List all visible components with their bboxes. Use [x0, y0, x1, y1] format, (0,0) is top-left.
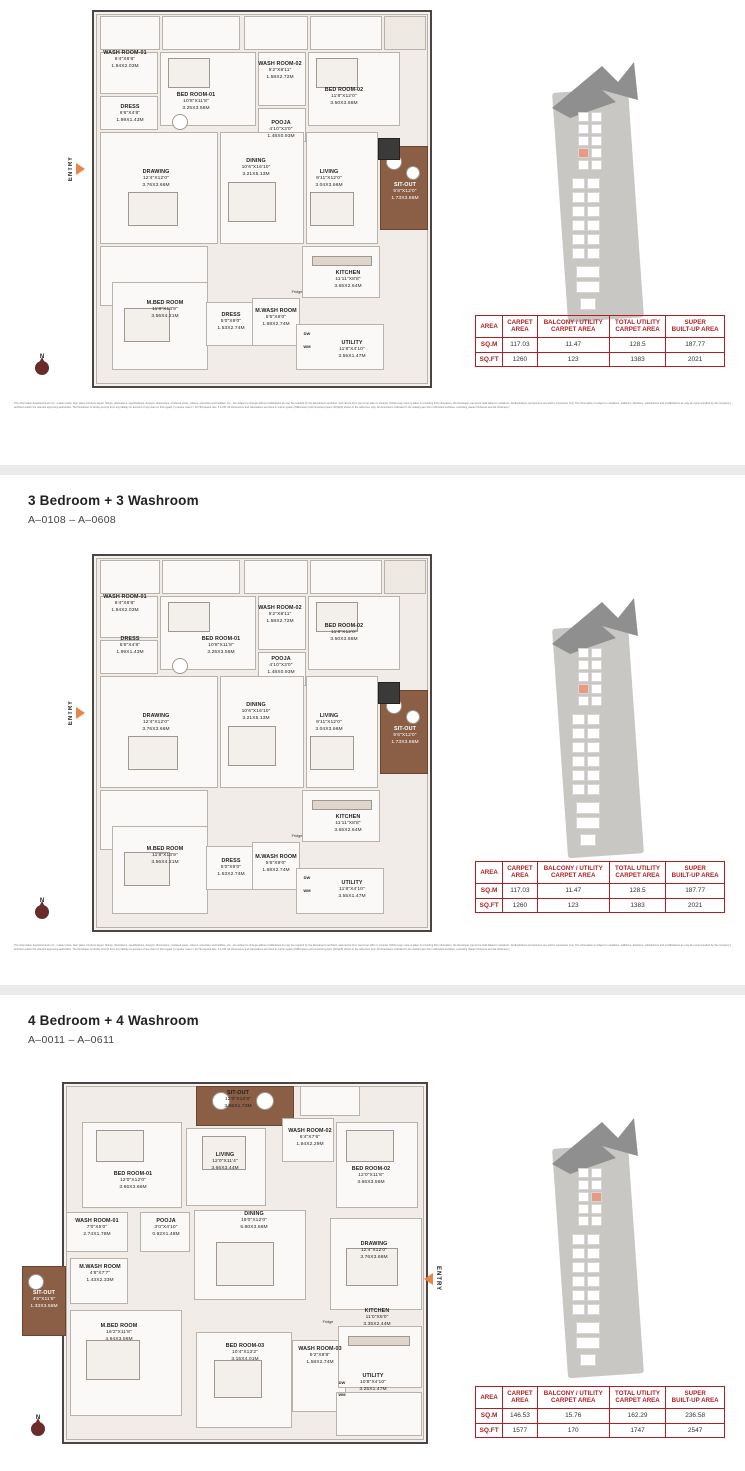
room-label: WASH ROOM-02 5'2"X8'11" 1.58X2.72M: [258, 605, 302, 624]
room-label: WASH ROOM-02 6'4"X7'6" 1.94X2.29M: [288, 1128, 332, 1147]
entry-label: ENTRY: [68, 156, 74, 182]
col-total: TOTAL UTILITY CARPET AREA: [609, 1387, 665, 1409]
col-carpet: CARPET AREA: [503, 316, 537, 338]
room-label: WASH ROOM-01 6'4"X6'8" 1.94X2.03M: [103, 50, 147, 69]
room-label: M.BED ROOM 11'8"X13'9" 3.56X4.21M: [146, 846, 184, 865]
room-label: SIT-OUT 4'6"X11'8" 1.33X3.56M: [30, 1290, 58, 1309]
cell-carpet: 1260: [503, 898, 537, 913]
cell-total: 1383: [609, 898, 665, 913]
appliance-label-dw: DW: [303, 331, 311, 336]
table-header-row: [476, 316, 725, 338]
section-subtitle: A–0108 – A–0608: [28, 514, 116, 526]
entry-arrow-icon: [76, 163, 85, 175]
room-label: WASH ROOM-02 5'2"X8'11" 1.58X2.72M: [258, 61, 302, 80]
room-label: POOJA 4'10"X3'0" 1.48X0.93M: [267, 656, 295, 675]
cell-total: 162.29: [609, 1408, 665, 1423]
room-label: KITCHEN 11'11"X8'8" 3.65X2.64M: [334, 270, 362, 289]
col-super: SUPER BUILT-UP AREA: [666, 316, 725, 338]
highlighted-unit-block: [578, 684, 589, 694]
room-label: UTILITY 10'8"X4'10" 3.25X1.47M: [359, 1373, 387, 1392]
appliance-label-fridge: Fridge: [291, 290, 303, 294]
plan-section-2: [0, 475, 745, 985]
room-label: M.BED ROOM 11'8"X13'9" 3.56X4.21M: [146, 300, 184, 319]
cell-carpet: 117.03: [503, 883, 537, 898]
cell-unit: SQ.M: [476, 337, 503, 352]
area-table-wrap-3: [475, 1386, 725, 1438]
entry-marker: [424, 1266, 441, 1291]
key-plan-1: [520, 50, 680, 350]
room-label: SIT-OUT 12'0"X10'8" 3.66X1.73M: [224, 1090, 252, 1109]
entry-arrow-icon: [76, 707, 85, 719]
cell-carpet: 1260: [503, 352, 537, 367]
plan-body-2: [0, 526, 745, 966]
room-label: DRAWING 12'4"X12'0" 3.76X3.66M: [142, 713, 170, 732]
room-label: SIT-OUT 5'6"X12'0" 1.73X3.66M: [391, 726, 419, 745]
col-carpet: CARPET AREA: [503, 1387, 537, 1409]
site-direction-arrow-icon: [550, 596, 640, 656]
appliance-label-wm: WM: [338, 1392, 346, 1397]
disclaimer-text-1: The information depicted herein viz., master plans, floor plans, furniture layout, fittings, illustrations, specifications, designs, dimensions, rendered views, colours, amenities and facilities, etc., are subject to change without notifications as may be required by the Developer's architect, and cannot form part of an offer or contract. Whilst every care is taken in providing this information, the Developer cannot be held liable for variations. All illustrations and pictures are artist's impression only. The information is subject to variations, additions, deletions, substitutions and modifications as may be recommended by the company's architect and/or the relevant approving authorities. The Developer is wholly exempt from any liability on account of any claim in this regard. [1 square meter = 10.764 square feet, 6 & CB. All dimensions and calculations are done in metric system (Millimeters) and imperial system (Ft/Sq/ft) shown in the reference only. All dimensions indicated in the drawing are from unfinished surfaces, excluding plaster thickness and tile thickness.]: [14, 402, 731, 409]
cell-unit: SQ.FT: [476, 1423, 503, 1438]
cell-balcony: 170: [537, 1423, 609, 1438]
section-subtitle: A–0011 – A–0611: [28, 1034, 115, 1046]
room-label: BED ROOM-03 10'4"X13'2" 3.15X4.01M: [225, 1343, 265, 1362]
table-row: [476, 1408, 725, 1423]
table-row: [476, 352, 725, 367]
appliance-label-wm: WM: [303, 888, 311, 893]
cell-balcony: 11.47: [537, 883, 609, 898]
cell-super: 2547: [666, 1423, 725, 1438]
room-label: DINING 10'6"X16'10" 3.21X5.13M: [241, 702, 271, 721]
appliance-label-dw: DW: [338, 1380, 346, 1385]
section-title: 4 Bedroom + 4 Washroom: [28, 1013, 199, 1028]
highlighted-unit-block: [578, 148, 589, 158]
disclaimer-text-2: The information depicted herein viz., master plans, floor plans, furniture layout, fittings, illustrations, specifications, designs, dimensions, rendered views, colours, amenities and facilities, etc., are subject to change without notifications as may be required by the Developer's architect, and cannot form part of an offer or contract. Whilst every care is taken in providing this information, the Developer cannot be held liable for variations. All illustrations and pictures are artist's impression only. The information is subject to variations, additions, deletions, substitutions and modifications as may be recommended by the company's architect and/or the relevant approving authorities. The Developer is wholly exempt from any liability on account of any claim in this regard. [1 square meter = 10.764 square feet, 6 & CB. All dimensions and calculations are done in metric system (Millimeters) and imperial system (Ft/Sq/ft) shown in the reference only. All dimensions indicated in the drawing are from unfinished surfaces, excluding plaster thickness and tile thickness.]: [14, 944, 731, 951]
cell-super: 187.77: [666, 337, 725, 352]
cell-super: 2021: [666, 898, 725, 913]
plan-section-1: [0, 0, 745, 465]
col-balcony: BALCONY / UTILITY CARPET AREA: [537, 1387, 609, 1409]
room-label: POOJA 4'10"X3'0" 1.48X0.93M: [267, 120, 295, 139]
north-indicator: [32, 354, 52, 375]
room-label: KITCHEN 11'0"X8'0" 3.35X2.44M: [363, 1308, 391, 1327]
area-table-wrap-2: [475, 861, 725, 913]
room-label: M.WASH ROOM 5'6"X9'0" 1.68X2.74M: [255, 308, 297, 327]
room-label: BED ROOM-01 10'8"X11'8" 3.25X3.56M: [201, 636, 241, 655]
col-carpet: CARPET AREA: [503, 862, 537, 884]
plan-section-3: [0, 995, 745, 1461]
cell-total: 1383: [609, 352, 665, 367]
col-total: TOTAL UTILITY CARPET AREA: [609, 862, 665, 884]
room-label: LIVING 12'0"X11'4" 3.66X3.44M: [211, 1152, 239, 1171]
north-arrow-icon: [35, 361, 49, 375]
entry-marker: [68, 156, 85, 181]
room-label: BED ROOM-02 12'0"X11'8" 3.66X3.56M: [351, 1166, 391, 1185]
room-label: DRESS 6'6"X4'8" 1.99X1.43M: [116, 636, 144, 655]
room-label: BED ROOM-02 11'8"X12'0" 3.50X3.66M: [324, 87, 364, 106]
cell-balcony: 15.76: [537, 1408, 609, 1423]
room-label: WASH ROOM-03 5'2"X8'8" 1.58X2.74M: [298, 1346, 342, 1365]
col-area: AREA: [476, 862, 503, 884]
section-title: 3 Bedroom + 3 Washroom: [28, 493, 199, 508]
table-header-row: [476, 862, 725, 884]
cell-total: 1747: [609, 1423, 665, 1438]
room-label: M.WASH ROOM 5'6"X9'0" 1.68X2.74M: [255, 854, 297, 873]
floor-plan-drawing-3: [0, 1070, 460, 1455]
cell-carpet: 146.53: [503, 1408, 537, 1423]
room-label: WASH ROOM-01 6'4"X6'8" 1.94X2.03M: [103, 594, 147, 613]
room-label: DRESS 5'0"X9'0" 1.53X2.74M: [217, 312, 245, 331]
room-label: UTILITY 11'8"X4'10" 3.55X1.47M: [338, 340, 366, 359]
cell-unit: SQ.FT: [476, 352, 503, 367]
room-label: BED ROOM-01 12'0"X12'0" 3.66X3.66M: [113, 1171, 153, 1190]
cell-unit: SQ.M: [476, 1408, 503, 1423]
cell-super: 236.58: [666, 1408, 725, 1423]
plan-body-3: [0, 1046, 745, 1446]
col-area: AREA: [476, 316, 503, 338]
table-row: [476, 1423, 725, 1438]
north-arrow-icon: [31, 1422, 45, 1436]
north-indicator: [28, 1415, 48, 1436]
col-balcony: BALCONY / UTILITY CARPET AREA: [537, 862, 609, 884]
area-table: [475, 1386, 725, 1438]
floor-plan-drawing-1: [0, 6, 460, 406]
key-plan-2: [520, 586, 680, 886]
room-label: UTILITY 11'8"X4'10" 3.55X1.47M: [338, 880, 366, 899]
cell-unit: SQ.FT: [476, 898, 503, 913]
site-direction-arrow-icon: [550, 60, 640, 120]
table-header-row: [476, 1387, 725, 1409]
site-direction-arrow-icon: [550, 1116, 640, 1176]
room-label: SIT-OUT 5'8"X12'0" 1.73X3.66M: [391, 182, 419, 201]
col-super: SUPER BUILT-UP AREA: [666, 862, 725, 884]
entry-label: ENTRY: [68, 700, 74, 726]
cell-total: 128.5: [609, 883, 665, 898]
section-header-2: [0, 475, 745, 526]
appliance-label-fridge: Fridge: [322, 1320, 334, 1324]
entry-label: ENTRY: [435, 1266, 441, 1292]
table-row: [476, 337, 725, 352]
entry-marker: [68, 700, 85, 725]
appliance-label-dw: DW: [303, 875, 311, 880]
floor-plan-drawing-2: [0, 550, 460, 950]
col-total: TOTAL UTILITY CARPET AREA: [609, 316, 665, 338]
room-label: DRESS 6'6"X4'8" 1.99X1.43M: [116, 104, 144, 123]
section-divider: [0, 465, 745, 475]
cell-balcony: 123: [537, 352, 609, 367]
cell-carpet: 1577: [503, 1423, 537, 1438]
room-label: POOJA 3'0"X4'10" 0.92X1.48M: [152, 1218, 180, 1237]
room-label: DINING 10'6"X16'10" 3.21X5.13M: [241, 158, 271, 177]
room-label: KITCHEN 11'11"X8'8" 3.65X2.64M: [334, 814, 362, 833]
room-label: BED ROOM-02 11'8"X12'0" 3.50X3.66M: [324, 623, 364, 642]
cell-carpet: 117.03: [503, 337, 537, 352]
north-indicator: [32, 898, 52, 919]
room-label: M.BED ROOM 16'2"X11'8" 4.94X3.56M: [100, 1323, 138, 1342]
col-super: SUPER BUILT-UP AREA: [666, 1387, 725, 1409]
room-label: WASH ROOM-01 7'0"X5'0" 2.74X1.78M: [75, 1218, 119, 1237]
room-label: LIVING 9'11"X12'0" 3.04X3.66M: [315, 169, 343, 188]
appliance-label-fridge: Fridge: [291, 834, 303, 838]
section-divider: [0, 985, 745, 995]
table-row: [476, 898, 725, 913]
north-arrow-icon: [35, 905, 49, 919]
room-label: DRAWING 12'4"X12'0" 3.76X3.66M: [142, 169, 170, 188]
appliance-label-wm: WM: [303, 344, 311, 349]
area-table-wrap-1: [475, 315, 725, 367]
cell-unit: SQ.M: [476, 883, 503, 898]
area-table: [475, 861, 725, 913]
key-plan-3: [520, 1106, 680, 1406]
room-label: DINING 19'0"X12'0" 5.80X3.66M: [240, 1211, 268, 1230]
room-label: BED ROOM-01 10'8"X11'8" 3.25X3.56M: [176, 92, 216, 111]
table-row: [476, 883, 725, 898]
col-balcony: BALCONY / UTILITY CARPET AREA: [537, 316, 609, 338]
cell-super: 187.77: [666, 883, 725, 898]
cell-total: 128.5: [609, 337, 665, 352]
cell-balcony: 11.47: [537, 337, 609, 352]
room-label: M.WASH ROOM 4'8"X7'7" 1.43X2.33M: [79, 1264, 121, 1283]
cell-balcony: 123: [537, 898, 609, 913]
cell-super: 2021: [666, 352, 725, 367]
section-header-3: [0, 995, 745, 1046]
area-table: [475, 315, 725, 367]
room-label: DRAWING 12'4"X12'0" 3.76X3.66M: [360, 1241, 388, 1260]
room-label: DRESS 5'0"X9'0" 1.53X2.74M: [217, 858, 245, 877]
entry-arrow-icon: [424, 1273, 433, 1285]
highlighted-unit-block: [591, 1192, 602, 1202]
room-label: LIVING 9'11"X12'0" 3.04X3.66M: [315, 713, 343, 732]
col-area: AREA: [476, 1387, 503, 1409]
